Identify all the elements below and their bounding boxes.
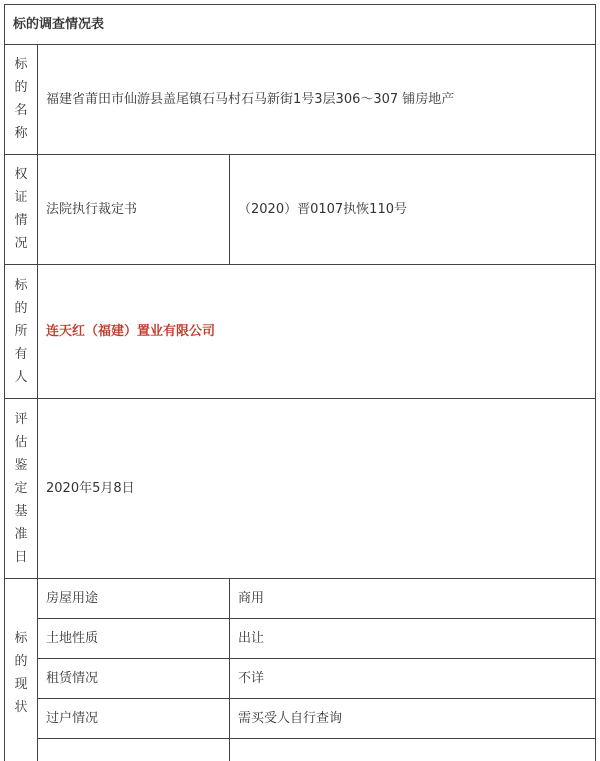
table-title: 标的调查情况表 bbox=[5, 5, 596, 45]
certificate-row bbox=[5, 155, 596, 265]
certificate-label-char: 证 bbox=[14, 190, 28, 205]
status-label bbox=[5, 579, 38, 761]
appraisal-label-char: 定 bbox=[14, 480, 28, 496]
status-row bbox=[5, 579, 596, 619]
appraisal-label-char: 准 bbox=[14, 526, 28, 542]
status-label-char: 状 bbox=[14, 700, 28, 715]
status-value: 需买受人自行查询 bbox=[230, 699, 596, 739]
survey-table bbox=[4, 4, 596, 761]
status-label-char: 标 bbox=[14, 631, 28, 646]
name-label-char: 名 bbox=[14, 103, 28, 118]
owner-label-char: 有 bbox=[14, 346, 28, 362]
owner-label-char: 标 bbox=[14, 277, 28, 293]
appraisal-date-label bbox=[5, 399, 38, 579]
certificate-label-char: 权 bbox=[14, 167, 28, 182]
certificate-label-char: 情 bbox=[14, 213, 28, 228]
name-label-char: 标 bbox=[14, 57, 28, 72]
status-label-char: 现 bbox=[14, 677, 28, 692]
appraisal-label-char: 日 bbox=[14, 549, 28, 565]
owner-label-char: 的 bbox=[14, 300, 28, 316]
status-key: 房屋用途 bbox=[38, 579, 230, 619]
appraisal-label-char: 基 bbox=[14, 503, 28, 519]
owner-value: 连天红（福建）置业有限公司 bbox=[38, 265, 596, 399]
status-value bbox=[230, 739, 596, 761]
status-value: 不详 bbox=[230, 659, 596, 699]
status-key: 租赁情况 bbox=[38, 659, 230, 699]
name-label-char: 的 bbox=[14, 80, 28, 95]
name-label bbox=[5, 45, 38, 155]
owner-label-char: 人 bbox=[14, 369, 28, 385]
status-row bbox=[5, 699, 596, 739]
name-label-char: 称 bbox=[14, 126, 28, 141]
status-label-char: 的 bbox=[14, 654, 28, 669]
certificate-label bbox=[5, 155, 38, 265]
owner-label bbox=[5, 265, 38, 399]
certificate-type: 法院执行裁定书 bbox=[38, 155, 230, 265]
owner-row bbox=[5, 265, 596, 399]
table-title-row bbox=[5, 5, 596, 45]
certificate-label-char: 况 bbox=[14, 236, 28, 251]
appraisal-label-char: 估 bbox=[14, 434, 28, 450]
certificate-number: （2020）晋0107执恢110号 bbox=[230, 155, 596, 265]
status-value: 出让 bbox=[230, 619, 596, 659]
name-value: 福建省莆田市仙游县盖尾镇石马村石马新街1号3层306～307 铺房地产 bbox=[38, 45, 596, 155]
status-key: 过户情况 bbox=[38, 699, 230, 739]
status-row bbox=[5, 619, 596, 659]
status-key bbox=[38, 739, 230, 761]
status-key: 土地性质 bbox=[38, 619, 230, 659]
appraisal-date-value: 2020年5月8日 bbox=[38, 399, 596, 579]
name-row bbox=[5, 45, 596, 155]
owner-label-char: 所 bbox=[14, 323, 28, 339]
appraisal-label-char: 评 bbox=[14, 411, 28, 427]
appraisal-date-row bbox=[5, 399, 596, 579]
status-value: 商用 bbox=[230, 579, 596, 619]
status-row bbox=[5, 659, 596, 699]
appraisal-label-char: 鉴 bbox=[14, 457, 28, 473]
status-row bbox=[5, 739, 596, 761]
